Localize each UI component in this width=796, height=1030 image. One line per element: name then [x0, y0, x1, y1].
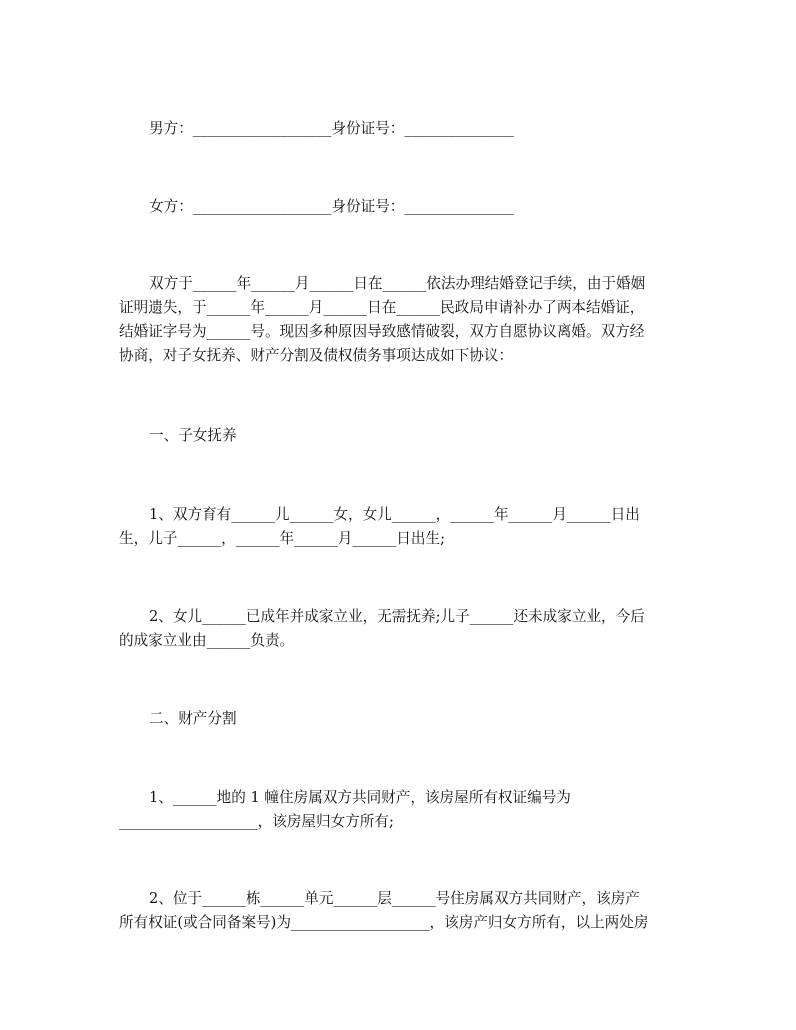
section-heading-property-division: 二、财产分割	[149, 710, 237, 727]
intro-paragraph-line-2: 证明遗失，于______年______月______日在______民政局申请补办了两本结婚证，	[119, 299, 645, 316]
male-party-line: 男方：___________________身份证号：_______________	[149, 120, 514, 137]
child-item-2-line-2: 的成家立业由______负责。	[119, 632, 295, 649]
intro-paragraph-line-1: 双方于______年______月______日在______依法办理结婚登记手续，由于婚姻	[149, 275, 646, 292]
intro-paragraph-line-4: 协商，对子女抚养、财产分割及债权债务事项达成如下协议：	[119, 347, 514, 364]
property-item-1-line-1: 1、______地的 1 幢住房属双方共同财产，该房屋所有权证编号为	[149, 789, 571, 806]
child-item-1-line-2: 生，儿子______，______年______月______日出生;	[119, 530, 445, 547]
child-item-2-line-1: 2、女儿______已成年并成家立业，无需抚养;儿子______还未成家立业，今后	[149, 608, 645, 625]
property-item-2-line-1: 2、位于______栋______单元______层______号住房属双方共同财产，该房产	[149, 890, 640, 907]
intro-paragraph-line-3: 结婚证字号为______号。现因多种原因导致感情破裂，双方自愿协议离婚。双方经	[119, 323, 645, 340]
property-item-1-line-2: ___________________，该房屋归女方所有;	[119, 813, 394, 830]
property-item-2-line-2: 所有权证(或合同备案号)为___________________，该房产归女方所有，以上两处房	[119, 914, 649, 931]
female-party-line: 女方：___________________身份证号：_______________	[149, 198, 514, 215]
section-heading-child-custody: 一、子女抚养	[149, 427, 237, 444]
child-item-1-line-1: 1、双方育有______儿______女，女儿______，______年______月______日出	[149, 506, 640, 523]
